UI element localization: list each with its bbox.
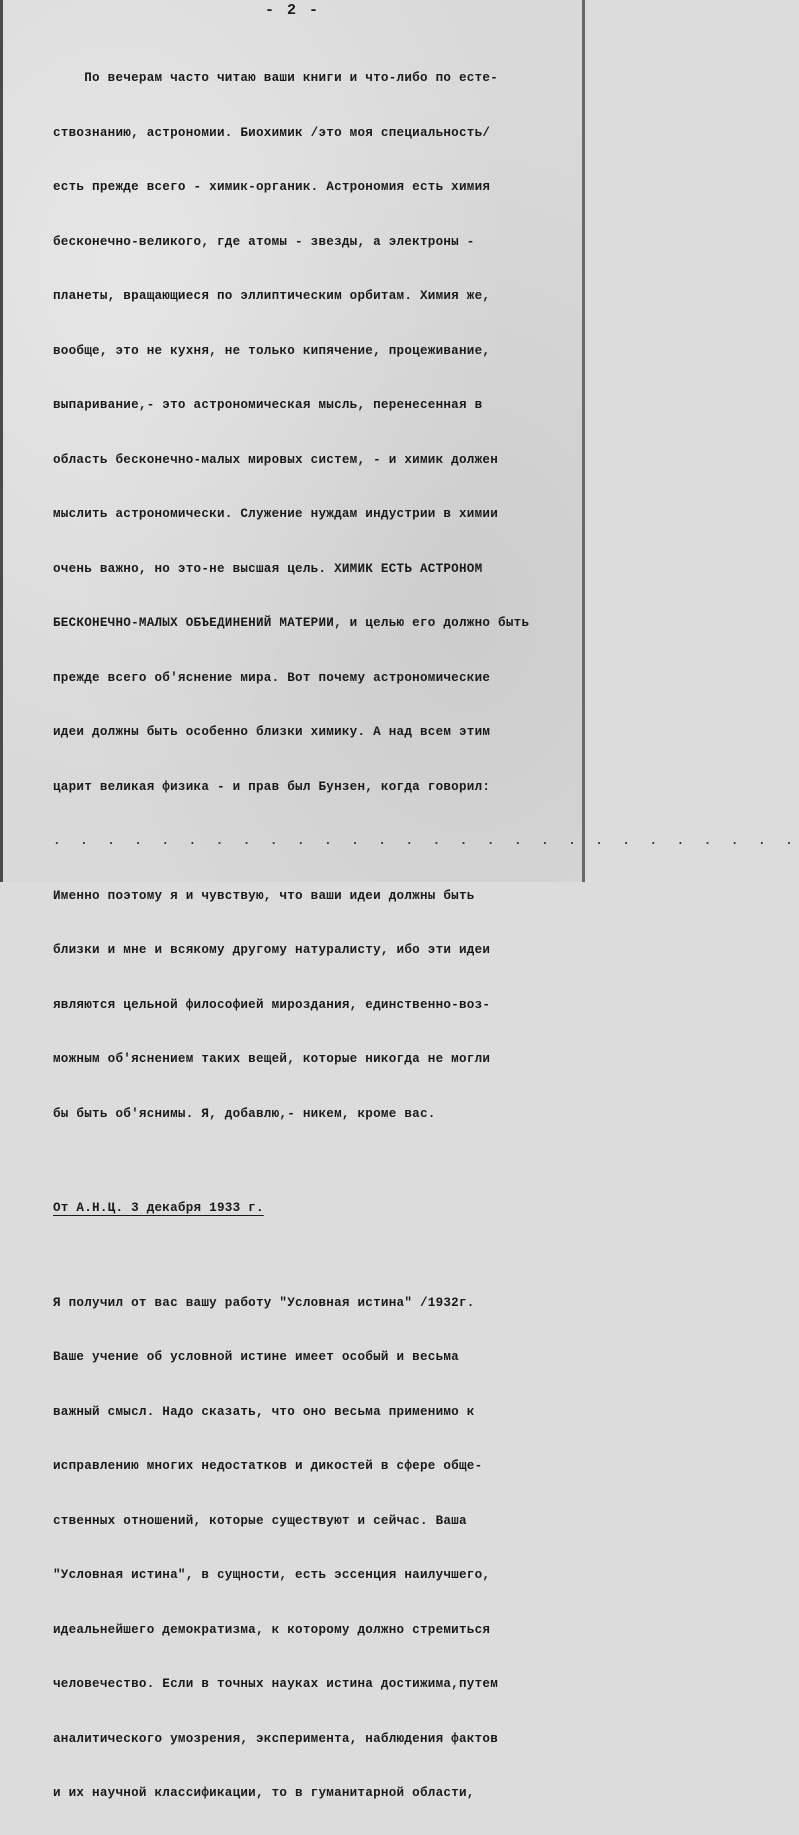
text-line: близки и мне и всякому другому натуралисту, ибо эти идеи (53, 943, 491, 957)
text-line: можным об'яснением таких вещей, которые никогда не могли (53, 1052, 491, 1066)
ellipsis-dots: . . . . . . . . . . . . . . . . . . . . . . . . . . . . (53, 834, 799, 848)
text-line: выпаривание,- это астрономическая мысль, перенесенная в (53, 398, 483, 412)
text-line: прежде всего об'яснение мира. Вот почему астрономические (53, 670, 491, 685)
text-line: Ваше учение об условной истине имеет особый и весьма (53, 1350, 459, 1364)
paragraph-gap (53, 1155, 593, 1167)
letter-heading: От А.Н.Ц. 3 декабря 1933 г. (53, 1201, 264, 1215)
page-text (53, 37, 799, 1835)
text-line: идеальнейшего демократизма, к которому должно стремиться (53, 1622, 491, 1637)
text-line: исправлению многих недостатков и дикостей в сфере обще- (53, 1459, 483, 1473)
text-line: БЕСКОНЕЧНО-МАЛЫХ ОБЪЕДИНЕНИЙ МАТЕРИИ, и целью его должно быть (53, 616, 530, 630)
text-line: важный смысл. Надо сказать, что оно весьма применимо к (53, 1404, 475, 1419)
text-line: "Условная истина", в сущности, есть эссенция наилучшего, (53, 1568, 491, 1582)
text-line: ствознанию, астрономии. Биохимик /это моя специальность/ (53, 125, 491, 140)
text-line: Именно поэтому я и чувствую, что ваши идеи должны быть (53, 888, 475, 903)
text-line: аналитического умозрения, эксперимента, наблюдения фактов (53, 1731, 499, 1746)
text-line: царит великая физика - и прав был Бунзен, когда говорил: (53, 779, 491, 794)
text-line: являются цельной философией мироздания, единственно-воз- (53, 997, 491, 1012)
text-line: очень важно, но это-не высшая цель. ХИМИК ЕСТЬ АСТРОНОМ (53, 561, 483, 576)
text-line: бы быть об'яснимы. Я, добавлю,- никем, кроме вас. (53, 1106, 436, 1121)
text-line: мыслить астрономически. Служение нуждам индустрии в химии (53, 507, 499, 521)
text-line: идеи должны быть особенно близки химику. А над всем этим (53, 725, 491, 739)
text-line: планеты, вращающиеся по эллиптическим орбитам. Химия же, (53, 289, 491, 303)
text-line: По вечерам часто читаю ваши книги и что-либо по есте- (53, 71, 499, 85)
text-line: и их научной классификации, то в гуманитарной области, (53, 1786, 475, 1800)
text-line: область бесконечно-малых мировых систем, - и химик должен (53, 452, 499, 467)
text-line: человечество. Если в точных науках истина достижима,путем (53, 1677, 499, 1691)
text-line: ственных отношений, которые существуют и сейчас. Ваша (53, 1513, 467, 1528)
paragraph-gap (53, 1250, 593, 1262)
text-line: Я получил от вас вашу работу "Условная истина" /1932г. (53, 1295, 475, 1310)
text-line: есть прежде всего - химик-органик. Астрономия есть химия (53, 180, 491, 194)
text-line: бесконечно-великого, где атомы - звезды, а электроны - (53, 234, 475, 249)
page-number: - 2 - (264, 2, 320, 19)
text-line: вообще, это не кухня, не только кипячение, процеживание, (53, 343, 491, 358)
